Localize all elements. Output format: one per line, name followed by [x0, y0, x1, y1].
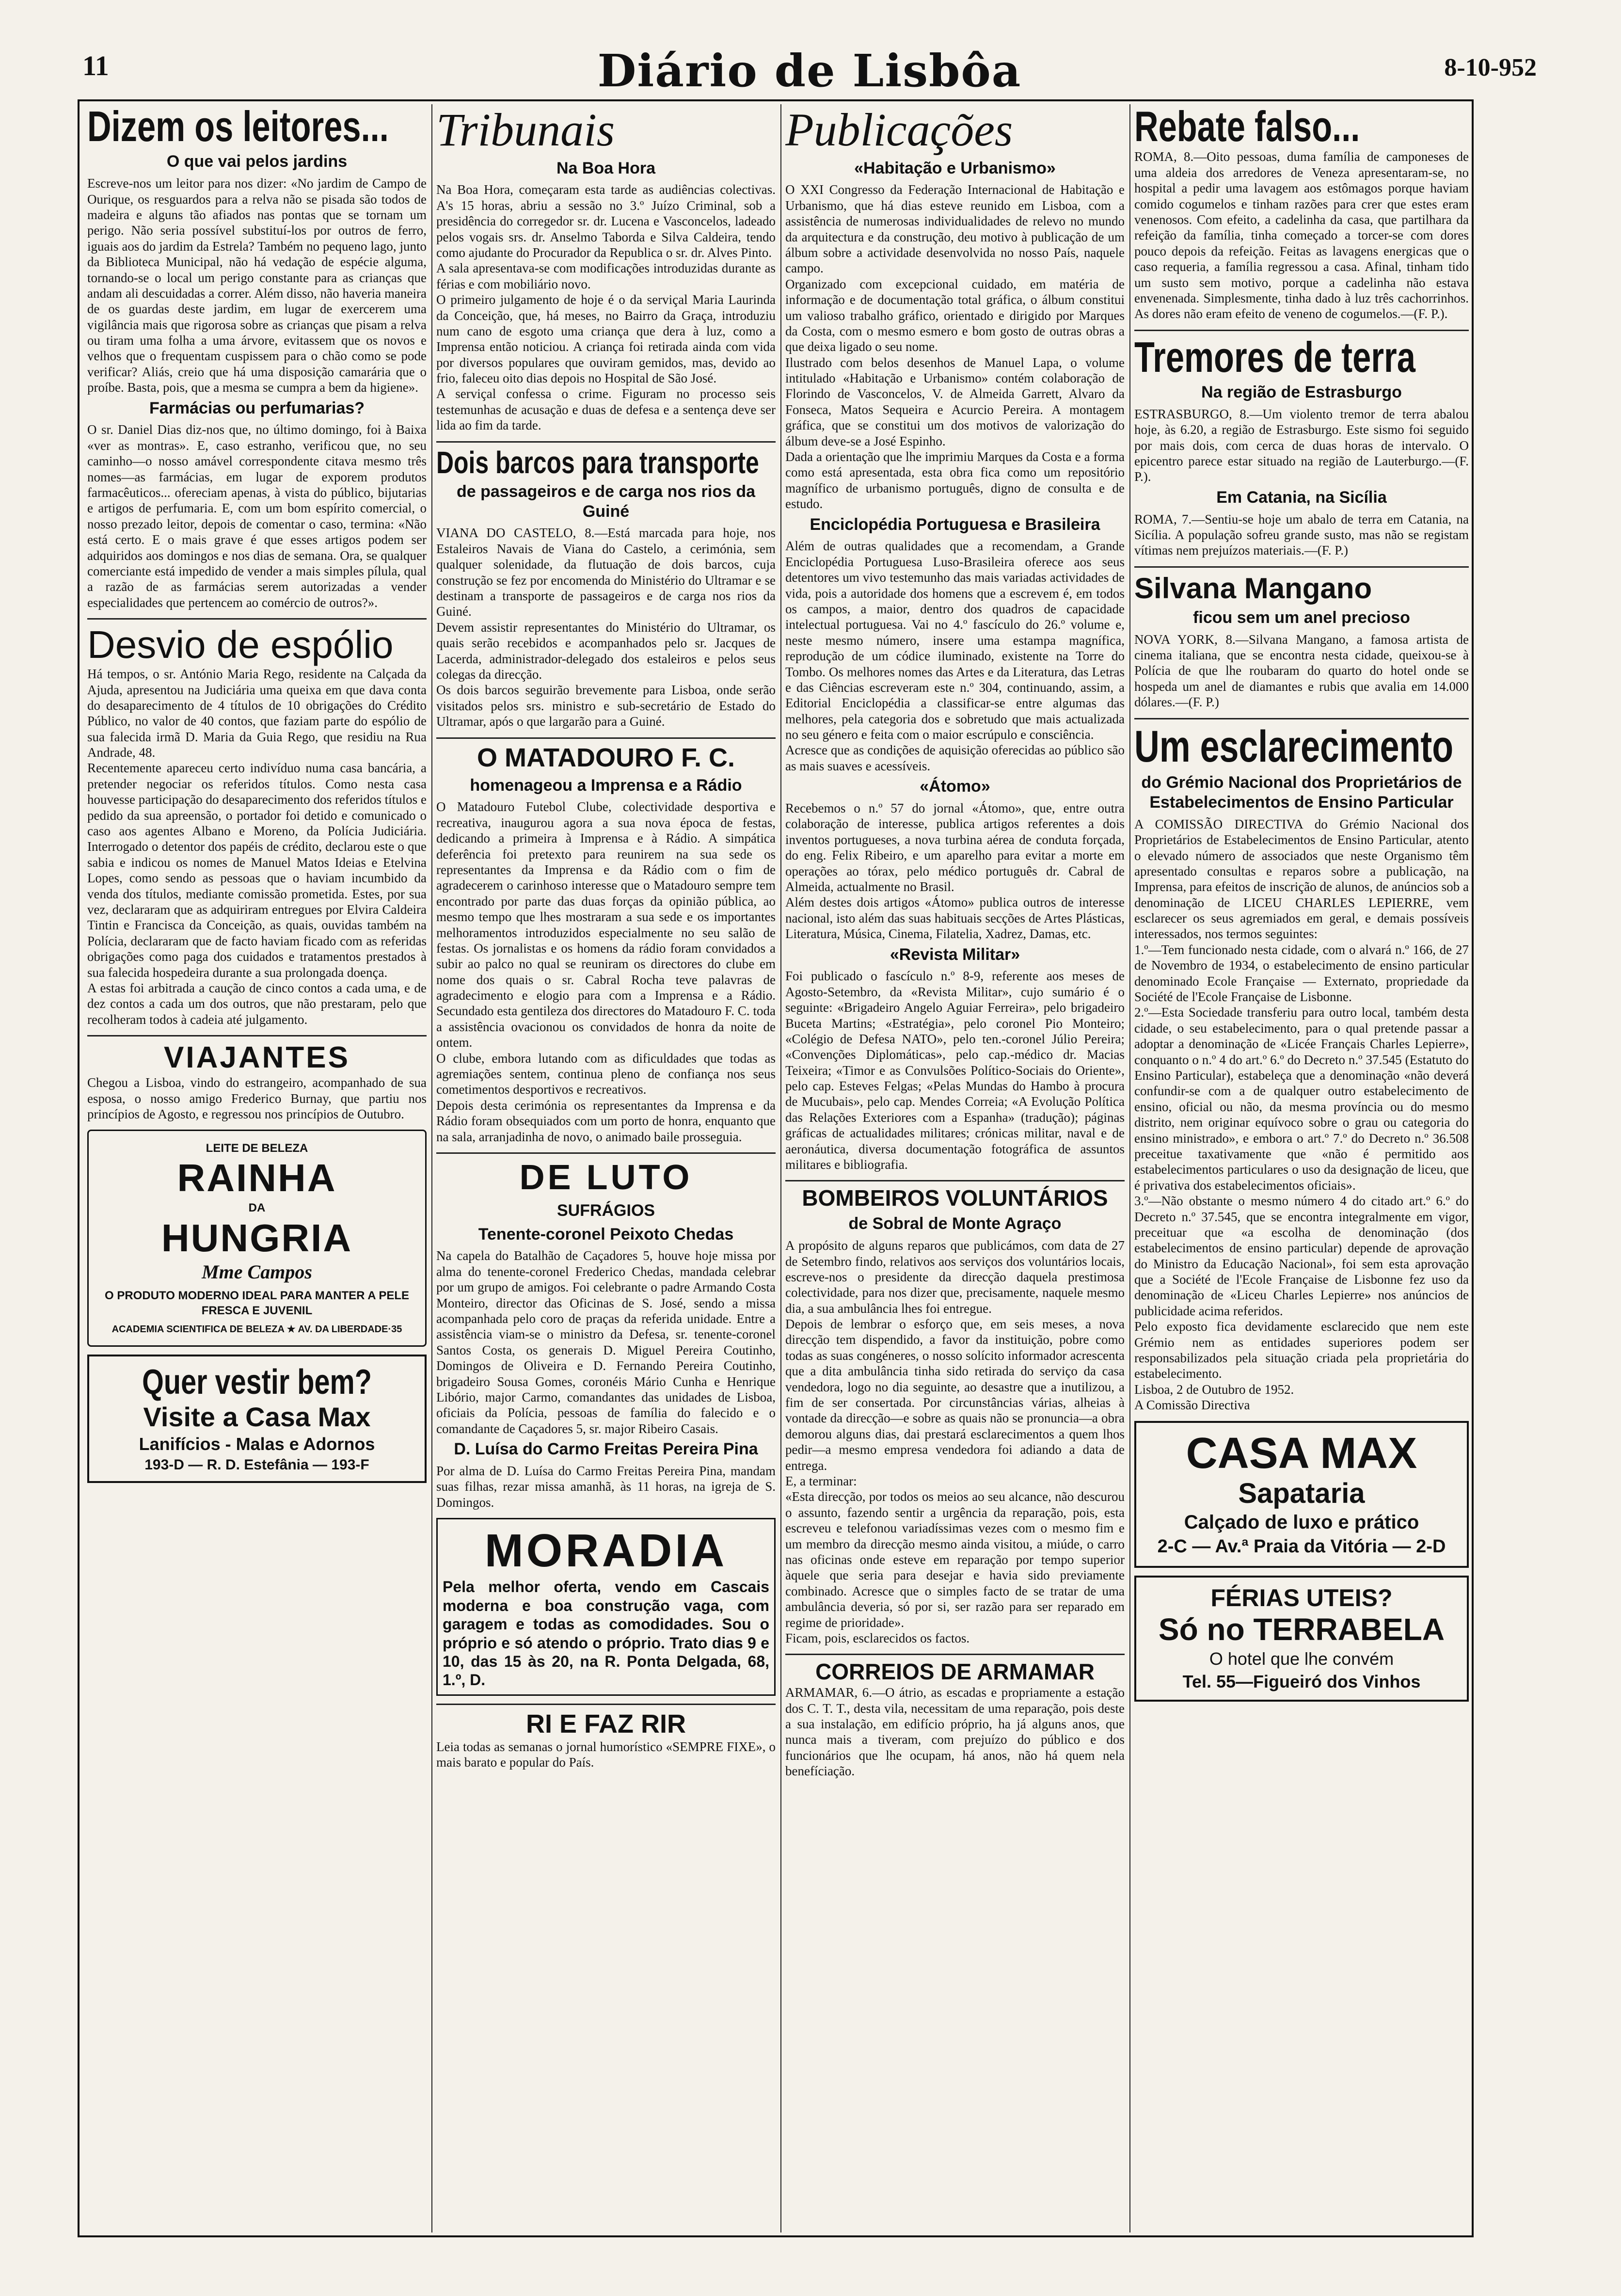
subheadline: «Revista Militar» [890, 945, 1020, 964]
column-rule [1129, 104, 1130, 2232]
headline: Rebate falso... [1134, 104, 1360, 150]
column-rule [780, 104, 781, 2232]
headline: MORADIA [484, 1525, 728, 1577]
article-body: ROMA, 7.—Sentiu-se hoje um abalo de terra em Catania, na Sicília. A população sofreu grande susto, mas não se registam vítimas nem prejuízos materiais.—(F. P.) [1134, 511, 1469, 558]
article-leitores [87, 104, 427, 610]
ad-text: Só no TERRABELA [1158, 1612, 1445, 1647]
headline: Silvana Mangano [1134, 572, 1372, 605]
headline: CORREIOS DE ARMAMAR [815, 1659, 1095, 1685]
article-body: Além de outras qualidades que a recomendam, a Grande Enciclopédia Portuguesa Luso-Brasileira oferece aos seus detentores um vivo testemunho das mais variadas actividades de vida, pois a autoridade dos homens que a escrevem é, em todos os campos, a maior, dentro dos quadros de capacidade intelectual portuguesa. Vai no 4.º fascículo do 26.º volume e, neste mesmo número, insere uma estampa magnífica, reprodução de um códice iluminado, existente na Torre do Tombo. Os melhores nomes das Artes e da Literatura, das Letras e das Ciências escreveram este n.º 304, continuando, assim, a Editorial Enciclopédia a classificar-se entre algumas das melhores, pela categoria dos e sobretudo que mais actualizada no seu género e feita com o maior escrúpulo e consciência. Acresce que as condições de aquisição oferecidas ao público são as mais suaves e acessíveis. [785, 539, 1125, 773]
article-correios [785, 1654, 1125, 1779]
ad-text: 193-D — R. D. Estefânia — 193-F [144, 1457, 369, 1473]
subheadline: homenageou a Imprensa e a Rádio [470, 776, 742, 795]
article-publicacoes [785, 104, 1125, 1172]
article-body: Na capela do Batalhão de Caçadores 5, houve hoje missa por alma do tenente-coronel Frederico Chedas, mandada celebrar por um grupo de amigos. Foi celebrante o padre Armando Costa Monteiro, director das Oficinas de S. José, sendo a missa acompanhada pelo coro de praças da referida unidade. Entre a assistência viam-se o ministro da Defesa, sr. tenente-coronel Santos Costa, os generais D. Miguel Pereira Coutinho, Domingos de Oliveira e D. Fernando Pereira Coutinho, brigadeiro Sousa Gomes, coronéis Mário Cunha e Henrique Libório, major Carmo, comandantes das unidades de Lisboa, oficiais da Polícia, pessoas de família do falecido e o comandante de Caçadores 5, sr. major Ribeiro Casais. [436, 1248, 776, 1436]
ad-terrabela [1134, 1576, 1469, 1702]
article-body: VIANA DO CASTELO, 8.—Está marcada para hoje, nos Estaleiros Navais de Viana do Castelo, a cerimónia, sem qualquer solenidade, da flutuação de dois barcos, cuja construção se fez por encomenda do Ministério do Ultramar e se destinam a transporte de passageiros e de carga nos rios da Guiné. Devem assistir representantes do Ministério do Ultramar, os quais serão recebidos e acompanhados pelo sr. Jacques de Lacerda, administrador-delegado dos estaleiros e pelos seus colegas da direcção. Os dois barcos seguirão brevemente para Lisboa, onde serão visitados pelos srs. ministro e sub-secretário de Estado do Ultramar, após o que largarão para a Guiné. [436, 526, 776, 729]
subheadline: D. Luísa do Carmo Freitas Pereira Pina [454, 1440, 758, 1459]
headline: Dizem os leitores... [87, 104, 389, 150]
column-3 [785, 104, 1125, 2232]
article-body: Recebemos o n.º 57 do jornal «Átomo», que, entre outra colaboração de interesse, publica artigos referentes a dois inventos portugueses, a nova turbina aérea de conduta forçada, do eng. Felix Ribeiro, e um aparelho para evitar a morte em operações ao tórax, pelo médico português dr. Cabral de Almeida, actualmente no Brasil. Além destes dois artigos «Átomo» publica outros de interesse nacional, isto além das suas habituais secções de Artes Plásticas, Literatura, Música, Cinema, Filatelia, Xadrez, Damas, etc. [785, 801, 1125, 941]
article-body: Há tempos, o sr. António Maria Rego, residente na Calçada da Ajuda, apresentou na Judiciária uma queixa em que dava conta do desaparecimento de 4 títulos de 10 obrigações do Crédito Público, no valor de 40 contos, que faziam parte do espólio de sua falecida irmã D. Maria da Guia Rego, que residiu na Rua Andrade, 48. Recentemente apareceu certo indivíduo numa casa bancária, a pretender negociar os referidos títulos. Como nesta casa houvesse participação do desaparecimento dos referidos títulos e pedido da sua apreensão, o portador foi detido e comunicado o caso aos agentes Albano e Moreno, da Polícia Judiciária. Interrogado o detentor dos papéis de crédito, declarou este o que sabia e indicou os nomes de Manuel Matos Ideias e Etelvina Lopes, como sendo as pessoas que o haviam incumbido da venda dos títulos, mediante comissão prometida. Estes, por sua vez, declararam que as adquiriram entregues por Elvira Caldeira Tintin e Francisca da Conceição, as quais, ouvidas também na Polícia, declararam que de facto haviam ficado com as referidas obrigações como paga dos cuidados e tratamentos prestados à sua falecida hospedeira durante a sua prolongada doença. A estas foi arbitrada a caução de cinco contos a cada uma, e de dez contos a cada um dos outros, que não prestaram, pelo que recolheram todos à cadeia até julgamento. [87, 667, 427, 1027]
article-desvio [87, 618, 427, 1027]
ad-casa-max-2 [1134, 1421, 1469, 1568]
subheadline: Tenente-coronel Peixoto Chedas [478, 1225, 734, 1244]
article-body: A propósito de alguns reparos que publicámos, com data de 27 de Setembro findo, relativos aos serviços dos voluntários locais, escreve-nos o presidente da direcção daquela prestimosa colectividade, para nos dizer que, precisamente, naquele mesmo dia, a sua ambulância lhes foi entregue. Depois de lembrar o esforço que, em seis meses, a nova direcção tem dispendido, a favor da instituição, pobre como todas as suas congéneres, o nosso solícito informador acrescenta que a dita ambulância tinha sido retirada do serviço da casa vendedora, logo no dia seguinte, ao desastre que a inutilizou, a fim de ser consertada. Por circunstâncias várias, alheias à vontade da direcção—e sobre as quais não se pronuncia—a obra demorou alguns dias, dai prestará esclarecimentos a quem lhos pedir—a mesmo empresa vendedora foi adiando a data de entrega. E, a terminar: «Esta direcção, por todos os meios ao seu alcance, não descurou o assunto, fazendo sentir a urgência da reparação, pois, esta escreveu e telefonou variadíssimas vezes com o mesmo fim e um membro da direcção mesmo ainda visitou, a miúde, o carro nas oficinas onde esteve em reparação por tempo superior àquele que seria para desejar e havia sido previamente combinado. Acresce que o simples facto de se tratar de uma ambulância deveria, só por si, ser razão para ser reparado em regime de prioridade». Ficam, pois, esclarecidos os factos. [785, 1238, 1125, 1645]
subheadline: «Habitação e Urbanismo» [854, 159, 1056, 177]
subheadline: Enciclopédia Portuguesa e Brasileira [810, 515, 1100, 534]
ad-text: ACADEMIA SCIENTIFICA DE BELEZA ★ AV. DA LIBERDADE·35 [111, 1324, 402, 1335]
article-rebate [1134, 104, 1469, 322]
article-body: ROMA, 8.—Oito pessoas, duma família de camponeses de uma aldeia dos arredores de Veneza apresentaram-se, no hospital a pedir uma lavagem aos estômagos porque haviam comido cogumelos e tinham razões para crer que estes eram venenosos. Com efeito, a cadelinha da casa, que partilhara da refeição da família, tinha começado a torcer-se com dores pouco depois da refeição. Feitas as lavagens energicas que o caso requeria, a família regressou a casa. Afinal, tinham tido um susto sem motivo, porque a cadelinha não estava envenenada. Simplesmente, tinha dado à luz três cachorrinhos. As dores não eram efeito de veneno de cogumelos.—(F. P.). [1134, 149, 1469, 321]
headline: BOMBEIROS VOLUNTÁRIOS [802, 1185, 1108, 1211]
ad-text: 2-C — Av.ª Praia da Vitória — 2-D [1157, 1536, 1446, 1557]
article-ri-faz-rir [436, 1704, 776, 1770]
article-body: O Matadouro Futebol Clube, colectividade desportiva e recreativa, inaugurou agora a sua nova época de festas, dedicando a primeira à Imprensa e à Rádio. A simpática deferência foi pretexto para reunirem na sua sede os representantes da Imprensa e da Rádio com o fim de agradecerem o carinhoso interesse que o Matadouro sempre tem encontrado por parte das duas forças da opinião pública, ao mesmo tempo que lhes mostraram a sua sede e os importantes melhoramentos introduzidos especialmente no seu salão de festas. Os jornalistas e os homens da rádio foram convidados a subir ao palco no qual se reuniram os directores do clube em nome dos quais o sr. Cabral Rocha teve palavras de agradecimento e elogio para com a Imprensa e a Rádio. Secundado esta gentileza dos directores do Matadouro F. C. toda a assistência ovacionou os convidados de honra da noite de ontem. O clube, embora lutando com as dificuldades que todas as agremiações sentem, continua pleno de confiança nos seus cometimentos desportivos e recreativos. Depois desta cerimónia os representantes da Imprensa e da Rádio foram obsequiados com um porto de honra, enquanto que na sala, arranjadinha de novo, o animado baile prosseguia. [436, 799, 776, 1144]
headline: Dois barcos para transporte [436, 445, 759, 480]
article-silvana [1134, 566, 1469, 710]
article-esclarecimento [1134, 718, 1469, 1413]
subheadline: O que vai pelos jardins [166, 152, 348, 171]
ad-body: Pela melhor oferta, vendo em Cascais moderna e boa construção vaga, com garagem e todas as comodidades. Sou o próprio e só atendo o próprio. Trato dias 9 e 10, das 15 às 20, na R. Ponta Delgada, 68, 1.º, D. [443, 1578, 769, 1689]
article-body: O XXI Congresso da Federação Internacional de Habitação e Urbanismo, que há dias esteve reunido em Lisboa, com a assistência de numerosas individualidades de relevo no mundo da arquitectura e da construção, deu motivo à publicação de um álbum sobre a actividade desenvolvida no nosso País, naquele campo. Organizado com excepcional cuidado, em matéria de informação e de documentação total gráfica, o álbum constitui um valioso trabalho gráfico, orientado e dirigido por Marques da Costa, com o mesmo esmero e bom gosto de outras obras a que deixa ligado o seu nome. Ilustrado com belos desenhos de Manuel Lapa, o volume intitulado «Habitação e Urbanismo» contém colaboração de Florindo de Vasconcelos, V. de Almeida Garrett, Alvaro da Fonseca, Matos Sequeira e Acurcio Pereira. A montagem gráfica, que se constitui um dos motivos de valorização do álbum deve-se a José Espinho. Dada a orientação que lhe imprimiu Marques da Costa e a forma como está apresentada, esta obra fica como um repositório magnífico de urbanismo português, digno de consulta e de estudo. [785, 182, 1125, 511]
article-body: NOVA YORK, 8.—Silvana Mangano, a famosa artista de cinema italiana, que se encontra nesta cidade, queixou-se à Polícia de que lhe roubaram do quarto do hotel onde se hospeda um anel de diamantes e rubis que avalia em 14.000 dólares.—(F. P.) [1134, 632, 1469, 710]
headline: Publicações [785, 104, 1013, 156]
subheadline: Farmácias ou perfumarias? [149, 399, 365, 417]
article-body: Escreve-nos um leitor para nos dizer: «No jardim de Campo de Ourique, os resguardos para a relva não se pisada são todos de madeira e alguns tão afiados nas pontas que se tornam um perigo. Não seria possível substituí-los por outros de ferro, iguais aos do jardim da Estrela? Também no pequeno lago, junto da Biblioteca Municipal, não há vedação de espécie alguma, tornando-se o local um perigo constante para as crianças que andam ali descuidadas a correr. Além disso, não haveria maneira de os guardas deste jardim, em lugar de exercerem uma vigilância mais que rigorosa sobre as crianças que pisam a relva ou tiram uma folha a uma árvore, evitassem que os novos e velhos que o frequentam cuspissem para o chão como se pode verificar? Aliás, creio que há uma disposição camarária que o proíbe. Basta, pois, que a mesma se cumpra a bem da higiene». [87, 176, 427, 395]
article-body: O sr. Daniel Dias diz-nos que, no último domingo, foi à Baixa «ver as montras». E, caso estranho, verificou que, no seu caminho—o nosso amável correspondente citava mesmo três nomes—as farmácias, em lugar de exporem produtos farmacêuticos... ofereciam apenas, à vista do público, bijutarias e artigos de perfumaria. E, com um bom espírito comercial, o nosso prezado leitor, depois de comentar o caso, termina: «Não está certo. E o mais grave é que esses artigos podem ser adquiridos aos domingos e nos dias de semana. Ora, se qualquer comerciante está impedido de vender a mais simples pílula, qual a razão de as farmácias serem autorizadas a vender especialidades que pertencem ao comércio de outros?». [87, 422, 427, 610]
subheadline: ficou sem um anel precioso [1193, 608, 1410, 627]
article-body: Na Boa Hora, começaram esta tarde as audiências colectivas. A's 15 horas, abriu a sessão no 3.º Juízo Criminal, sob a presidência do corregedor sr. dr. Lucena e Vasconcelos, ladeado pelos vogais srs. dr. Anselmo Taborda e Silva Caldeira, tendo como ajudante do Procurador da Republica o sr. dr. Alves Pinto. A sala apresentava-se com modificações introduzidas durante as férias e com mobiliário novo. O primeiro julgamento de hoje é o da serviçal Maria Laurinda da Conceição, que, há meses, no Bairro da Graça, introduziu num cano de esgoto uma criança que dera à luz, como a Imprensa então noticiou. A criança foi retirada ainda com vida por diversos populares que ouviram gemidos, mas, devido ao frio, faleceu oito dias depois no Hospital de São José. A serviçal confessa o crime. Figuram no processo seis testemunhas de acusação e duas de defesa e a sentença deve ser lida ao fim da tarde. [436, 182, 776, 433]
subheadline: de Sobral de Monte Agraço [848, 1214, 1062, 1233]
ad-text: LEITE DE BELEZA [206, 1142, 308, 1155]
issue-date: 8-10-952 [1444, 54, 1537, 81]
ad-text: Mme Campos [202, 1260, 312, 1283]
article-body: ESTRASBURGO, 8.—Um violento tremor de terra abalou hoje, às 6.20, a região de Estrasburgo. Este sismo foi seguido por mais dois, com cerca de duas horas de intervalo. O epicentro parece estar situado na região de Lauterburgo.—(F. P.). [1134, 406, 1469, 484]
subheadline: de passageiros e de carga nos rios da Guiné [456, 482, 756, 521]
article-tribunais [436, 104, 776, 433]
article-body: A COMISSÃO DIRECTIVA do Grémio Nacional dos Proprietários de Estabelecimentos de Ensino Particular, atento o elevado número de associados que neste Organismo têm apresentado consultas e reparos sobre a publicação, na Imprensa, para efeitos de inscrição de alunos, de anúncios sob a denominação de LICEU CHARLES LEPIERRE, vem esclarecer os seus agremiados em geral, e demais possíveis interessados, nos termos seguintes: 1.º—Tem funcionado nesta cidade, com o alvará n.º 166, de 27 de Novembro de 1934, o estabelecimento de ensino particular denominado Ecole Française — Externato, propriedade da Société de l'Ecole Française de Lisbonne. 2.º—Esta Sociedade transferiu para outro local, também desta cidade, o seu estabelecimento, para o qual pretende passar a adoptar a denominação de «Licée Français Charles Lepierre», conquanto o n.º 4 do art.º 6.º do Decreto n.º 37.545 (Estatuto do Ensino Particular), estabeleça que a denominação «não deverá confundir-se com a de qualquer outro estabelecimento de ensino, oficial ou não, da mesma província ou do mesmo distrito, nem originar equívoco sobre o grau ou categoria do ensino ministrado», e embora o art.º 7.º do Decreto n.º 36.508 preceitue taxativamente que «não é permitido aos estabelecimentos particulares o uso da designação de liceu, que é privativa dos estabelecimentos oficiais». 3.º—Não obstante o mesmo número 4 do citado art.º 6.º do Decreto n.º 37.545, que se encontra integralmente em vigor, preceituar que «a escolha de denominação (dos estabelecimentos de ensino particular) depende de aprovação do Ministro da Educação Nacional», foi sem esta aprovação que a Société de l'Ecole Française de Lisbonne fez uso da denominação de «Liceu Charles Lepierre» nos anúncios de publicidade acima referidos. Pelo exposto fica devidamente esclarecido que nem este Grémio nem as entidades superiores podem ser responsabilizados pela situação criada pela proprietária do estabelecimento. Lisboa, 2 de Outubro de 1952. A Comissão Directiva [1134, 816, 1469, 1413]
headline: RI E FAZ RIR [525, 1709, 686, 1738]
article-viajantes [87, 1035, 427, 1122]
ad-text: Sapataria [1238, 1477, 1365, 1509]
ad-text: O hotel que lhe convém [1209, 1648, 1394, 1669]
ad-text: Calçado de luxo e prático [1184, 1512, 1419, 1533]
ad-text: Quer vestir bem? [142, 1363, 372, 1402]
ad-text: Tel. 55—Figueiró dos Vinhos [1182, 1671, 1421, 1691]
column-2 [436, 104, 776, 2232]
article-body: Chegou a Lisboa, vindo do estrangeiro, acompanhado de sua esposa, o nosso amigo Frederico Burnay, que partiu nos princípios de Agosto, e regressou nos princípios de Outubro. [87, 1075, 427, 1121]
article-body: Por alma de D. Luísa do Carmo Freitas Pereira Pina, mandam suas filhas, rezar missa amanhã, às 11 horas, na igreja de S. Domingos. [436, 1463, 776, 1510]
masthead [82, 45, 1537, 100]
ad-text: FÉRIAS UTEIS? [1210, 1584, 1393, 1611]
article-barcos [436, 441, 776, 730]
headline: VIAJANTES [164, 1041, 350, 1075]
headline: Tremores de terra [1134, 333, 1415, 381]
ad-moradia [436, 1518, 776, 1696]
ad-text: CASA MAX [1186, 1429, 1417, 1478]
subheadline: Na região de Estrasburgo [1201, 383, 1402, 402]
column-4 [1134, 104, 1469, 2232]
headline: DE LUTO [519, 1158, 693, 1197]
column-rule [431, 104, 432, 2232]
subheadline: do Grémio Nacional dos Proprietários de Estabelecimentos de Ensino Particular [1141, 773, 1462, 812]
headline: Tribunais [436, 104, 615, 156]
article-matadouro [436, 737, 776, 1145]
ad-text: O PRODUTO MODERNO IDEAL PARA MANTER A PELE FRESCA E JUVENIL [104, 1289, 410, 1317]
ad-text: HUNGRIA [161, 1216, 353, 1260]
article-body: ARMAMAR, 6.—O átrio, as escadas e propriamente a estação dos C. T. T., desta vila, necessitam de uma reparação, pois deste a sua instalação, em edifício próprio, ha já alguns anos, que nunca mais a tiveram, com prejuízo do público e dos funcionários que lhe ocupam, há anos, não há quem nela benefíciação. [785, 1685, 1125, 1779]
newspaper-title: Diário de Lisbôa [597, 45, 1022, 97]
ad-text: Lanifícios - Malas e Adornos [139, 1434, 375, 1454]
subheadline: SUFRÁGIOS [556, 1201, 655, 1220]
ad-text: RAINHA [177, 1156, 337, 1200]
subheadline: «Átomo» [920, 777, 990, 796]
headline: Desvio de espólio [87, 623, 394, 667]
article-luto [436, 1152, 776, 1510]
ad-text: DA [248, 1201, 266, 1215]
headline: O MATADOURO F. C. [477, 743, 735, 772]
ad-rainha-hungria [87, 1130, 427, 1347]
ad-text: Visite a Casa Max [143, 1402, 371, 1433]
article-body: Foi publicado o fascículo n.º 8-9, referente aos meses de Agosto-Setembro, da «Revista Militar», cujo sumário é o seguinte: «Brigadeiro Angelo Aguiar Ferreira», pelo brigadeiro Buceta Martins; «Estratégia», pelo coronel Pio Monteiro; «Colégio de Defesa NATO», pelo ten.-coronel Júlio Pereira; «Convenções Diplomáticas», pelo cap.-médico dr. Macias Teixeira; «Timor e as Convulsões Político-Sociais do Oriente», pelo cap. Esteves Felgas; «Pelas Mundas do Hambo à procura de Mucubais», pelo cap. Mendes Correia; «A Evolução Política das Relações Exteriores com a Espanha» (tradução); páginas gráficas de actualidades militares; crónicas militar, naval e de aeronáutica, diversa documentação fotográfica de assuntos militares e bibliografia. [785, 969, 1125, 1172]
article-tremores [1134, 330, 1469, 558]
page-number: 11 [82, 50, 109, 81]
ad-casa-max-1 [87, 1355, 427, 1483]
column-1 [87, 104, 427, 2232]
subheadline: Na Boa Hora [556, 159, 656, 177]
subheadline: Em Catania, na Sicília [1216, 488, 1387, 507]
article-body: Leia todas as semanas o jornal humorístico «SEMPRE FIXE», o mais barato e popular do País. [436, 1739, 776, 1770]
article-bombeiros [785, 1180, 1125, 1646]
headline: Um esclarecimento [1134, 721, 1454, 771]
